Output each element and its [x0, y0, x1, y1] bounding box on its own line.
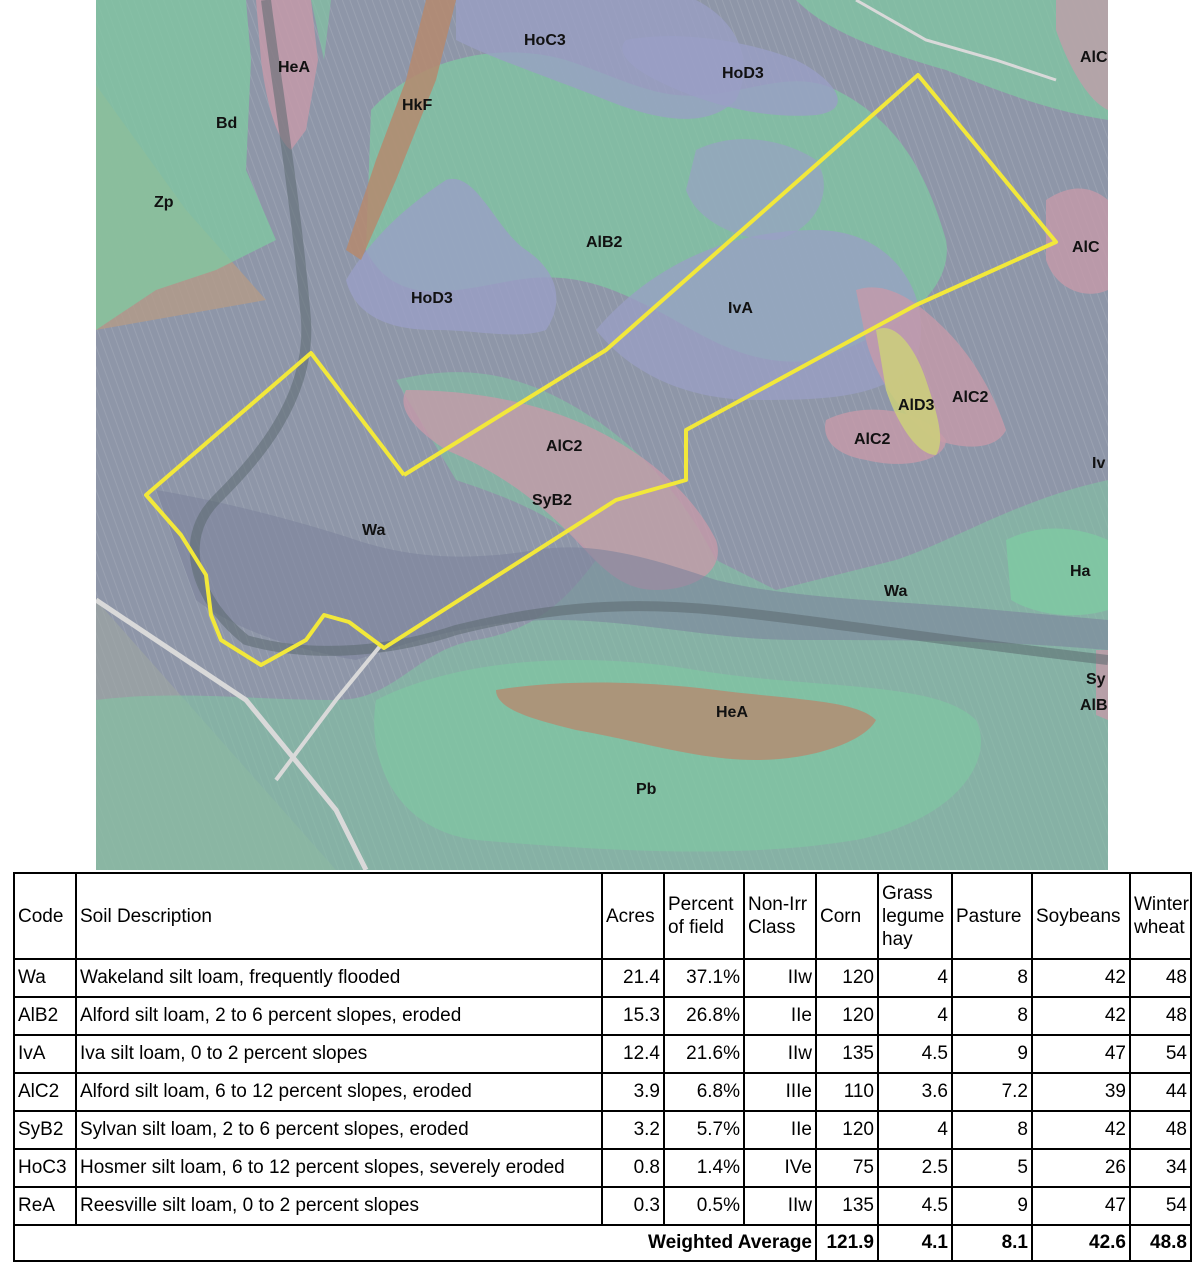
cell-wheat: 54	[1130, 1187, 1191, 1225]
cell-acres: 15.3	[602, 997, 664, 1035]
cell-description: Sylvan silt loam, 2 to 6 percent slopes, eroded	[76, 1111, 602, 1149]
cell-hay: 4.5	[878, 1187, 952, 1225]
cell-pasture: 8	[952, 997, 1032, 1035]
label-hea-bottom: HeA	[716, 704, 749, 721]
label-alb2: AlB2	[586, 234, 623, 251]
cell-soybeans: 42	[1032, 997, 1130, 1035]
cell-description: Alford silt loam, 6 to 12 percent slopes, eroded	[76, 1073, 602, 1111]
cell-code: AlB2	[14, 997, 76, 1035]
label-wa-right: Wa	[884, 583, 908, 600]
header-acres: Acres	[602, 873, 664, 959]
table-header-row	[14, 873, 1191, 959]
cell-acres: 21.4	[602, 959, 664, 997]
label-ald3: AlD3	[898, 397, 935, 414]
header-pasture: Pasture	[952, 873, 1032, 959]
cell-acres: 12.4	[602, 1035, 664, 1073]
cell-description: Alford silt loam, 2 to 6 percent slopes, eroded	[76, 997, 602, 1035]
cell-hay: 4	[878, 1111, 952, 1149]
label-syb2: SyB2	[532, 492, 573, 509]
label-alb-edge: AlB	[1080, 697, 1108, 714]
cell-soybeans: 39	[1032, 1073, 1130, 1111]
label-pb: Pb	[636, 781, 657, 798]
label-hod3-top: HoD3	[722, 65, 764, 82]
cell-code: Wa	[14, 959, 76, 997]
label-hea-top: HeA	[278, 59, 311, 76]
cell-description: Iva silt loam, 0 to 2 percent slopes	[76, 1035, 602, 1073]
table-row	[14, 997, 1191, 1035]
cell-wheat: 44	[1130, 1073, 1191, 1111]
cell-percent: 37.1%	[664, 959, 744, 997]
cell-description: Wakeland silt loam, frequently flooded	[76, 959, 602, 997]
cell-wheat: 34	[1130, 1149, 1191, 1187]
cell-description: Reesville silt loam, 0 to 2 percent slopes	[76, 1187, 602, 1225]
label-hod3-left: HoD3	[411, 290, 453, 307]
label-ha: Ha	[1070, 563, 1091, 580]
cell-class: IIw	[744, 1035, 816, 1073]
header-wheat: Winter wheat	[1130, 873, 1191, 959]
label-alc2-center: AlC2	[546, 438, 583, 455]
cell-pasture: 9	[952, 1035, 1032, 1073]
weighted-average-row	[14, 1225, 1191, 1261]
cell-soybeans: 26	[1032, 1149, 1130, 1187]
cell-acres: 0.3	[602, 1187, 664, 1225]
cell-hay: 4	[878, 997, 952, 1035]
cell-class: IIe	[744, 1111, 816, 1149]
cell-percent: 6.8%	[664, 1073, 744, 1111]
cell-corn: 135	[816, 1187, 878, 1225]
cell-soybeans: 47	[1032, 1035, 1130, 1073]
cell-acres: 3.9	[602, 1073, 664, 1111]
table-row	[14, 959, 1191, 997]
cell-percent: 0.5%	[664, 1187, 744, 1225]
cell-corn: 120	[816, 997, 878, 1035]
cell-hay: 2.5	[878, 1149, 952, 1187]
cell-corn: 120	[816, 959, 878, 997]
cell-code: AlC2	[14, 1073, 76, 1111]
label-alc2-mid: AlC2	[854, 431, 891, 448]
cell-corn: 75	[816, 1149, 878, 1187]
label-zp: Zp	[154, 194, 174, 211]
table-row	[14, 1111, 1191, 1149]
avg-pasture: 8.1	[952, 1225, 1032, 1261]
cell-hay: 3.6	[878, 1073, 952, 1111]
cell-acres: 3.2	[602, 1111, 664, 1149]
cell-pasture: 7.2	[952, 1073, 1032, 1111]
label-sy-edge: Sy	[1086, 671, 1106, 688]
cell-code: IvA	[14, 1035, 76, 1073]
table-row	[14, 1149, 1191, 1187]
cell-acres: 0.8	[602, 1149, 664, 1187]
cell-corn: 135	[816, 1035, 878, 1073]
cell-class: IIw	[744, 959, 816, 997]
soil-map-canvas	[96, 0, 1108, 870]
cell-pasture: 8	[952, 1111, 1032, 1149]
cell-soybeans: 42	[1032, 959, 1130, 997]
label-alc-edge-right: AlC	[1072, 239, 1100, 256]
cell-wheat: 48	[1130, 997, 1191, 1035]
cell-soybeans: 42	[1032, 1111, 1130, 1149]
avg-hay: 4.1	[878, 1225, 952, 1261]
avg-wheat: 48.8	[1130, 1225, 1191, 1261]
soil-unit-ha	[1006, 528, 1108, 615]
cell-percent: 1.4%	[664, 1149, 744, 1187]
soil-yield-table	[13, 872, 1192, 1262]
cell-hay: 4.5	[878, 1035, 952, 1073]
header-percent: Percent of field	[664, 873, 744, 959]
cell-corn: 110	[816, 1073, 878, 1111]
cell-class: IIw	[744, 1187, 816, 1225]
header-soybeans: Soybeans	[1032, 873, 1130, 959]
cell-wheat: 48	[1130, 1111, 1191, 1149]
table-row	[14, 1073, 1191, 1111]
soil-map	[96, 0, 1108, 870]
cell-corn: 120	[816, 1111, 878, 1149]
header-description: Soil Description	[76, 873, 602, 959]
label-alc-edge-top: AlC	[1080, 49, 1108, 66]
cell-class: IIIe	[744, 1073, 816, 1111]
header-hay: Grass legume hay	[878, 873, 952, 959]
label-bd: Bd	[216, 115, 238, 132]
cell-code: HoC3	[14, 1149, 76, 1187]
cell-class: IVe	[744, 1149, 816, 1187]
label-iva: IvA	[728, 300, 753, 317]
cell-pasture: 9	[952, 1187, 1032, 1225]
label-hoc3: HoC3	[524, 32, 566, 49]
cell-percent: 21.6%	[664, 1035, 744, 1073]
cell-hay: 4	[878, 959, 952, 997]
cell-description: Hosmer silt loam, 6 to 12 percent slopes, severely eroded	[76, 1149, 602, 1187]
table-row	[14, 1035, 1191, 1073]
cell-wheat: 48	[1130, 959, 1191, 997]
label-iv-edge: Iv	[1092, 455, 1106, 472]
header-corn: Corn	[816, 873, 878, 959]
cell-wheat: 54	[1130, 1035, 1191, 1073]
cell-pasture: 5	[952, 1149, 1032, 1187]
cell-percent: 5.7%	[664, 1111, 744, 1149]
cell-code: SyB2	[14, 1111, 76, 1149]
cell-percent: 26.8%	[664, 997, 744, 1035]
label-alc2-right: AlC2	[952, 389, 989, 406]
label-wa-left: Wa	[362, 522, 386, 539]
avg-soybeans: 42.6	[1032, 1225, 1130, 1261]
cell-pasture: 8	[952, 959, 1032, 997]
cell-code: ReA	[14, 1187, 76, 1225]
label-hkf: HkF	[402, 97, 433, 114]
avg-corn: 121.9	[816, 1225, 878, 1261]
cell-soybeans: 47	[1032, 1187, 1130, 1225]
cell-class: IIe	[744, 997, 816, 1035]
header-code: Code	[14, 873, 76, 959]
header-class: Non-Irr Class	[744, 873, 816, 959]
weighted-average-label: Weighted Average	[14, 1225, 816, 1261]
table-row	[14, 1187, 1191, 1225]
